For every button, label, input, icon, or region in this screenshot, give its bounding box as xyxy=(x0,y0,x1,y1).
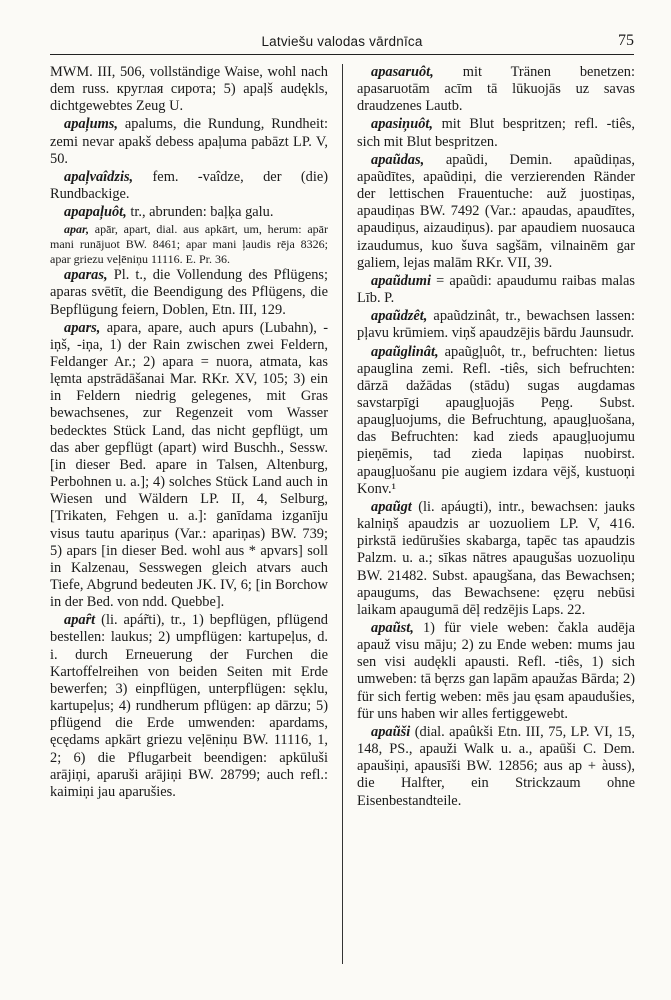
entry-definition: (li. apáugti), intr., bewachsen: jauks kalniņš apaudzis ar uozuoliem LP. V, 416. pirkstā iedūrušies skabarga, tapēc tas apaudzis Palzm. u. a.; sīkas nātres apaugušas uozuoliņu BW. 21482. Subst. apaugšana, das Bewachsen; apaugums, das Bewachsene: ęzęru nebūsi laikam apaugumā dēļ redzējis Laps. 22. xyxy=(357,498,635,618)
dictionary-entry xyxy=(50,267,328,318)
entry-definition: apaũgļuôt, tr., befruchten: lietus apauglina zemi. Refl. -tiês, sich befruchten: dārzā dažādas (stādu) sugas augdamas savstarpīgi apaugļuojās Peņg. Subst. apaugļuojums, die Befruchtung, apaugļuošana, das Befruchten: kad zieds apaugļuojumu pieņēmis, tad zieda lapiņas nuobirst. apaugļuošanu pie augiem izdara vējš, kustuoņi Konv.¹ xyxy=(357,343,635,497)
entry-definition: (dial. apaûkši Etn. III, 75, LP. VI, 15, 148, PS., apauži Walk u. a., apaūši C. Dem. apaušiņi, apausīši BW. 12856; aus ap + àuss), die Halfter, ein Strickzaum ohne Eisenbestandteile. xyxy=(357,723,635,809)
entry-headword: apaũglinât, xyxy=(371,343,439,360)
dictionary-entry xyxy=(357,620,635,723)
dictionary-entry xyxy=(357,499,635,619)
entry-headword: apaũdumi xyxy=(371,272,431,289)
dictionary-entry xyxy=(50,222,328,266)
dictionary-entry xyxy=(50,320,328,612)
left-column xyxy=(50,64,328,802)
entry-headword: apasiņuôt, xyxy=(371,116,433,133)
entry-headword: apaũgt xyxy=(371,498,412,515)
entry-definition: apara, apare, auch apurs (Lubahn), -iņš, -iņa, 1) der Rain zwischen zwei Feldern, Feldanger Ar.; 2) apara = nuora, atmata, kas lęmta apstrādāšanai Mar. RKr. XV, 105; 3) ein in Feldern niedrig gelegenes, mit Gras bewachsenes, zur Regenzeit vom Wasser bedecktes Stück Land, das nicht gepflügt, um das aber gepflügt (apart) wird Buschh., Sessw. [in dieser Bed. apare in Talsen, Altenburg, Perbohnen u. a.]; 4) solches Stück Land auch in Wiesen und Wäldern LP. II, 4, Selburg, [Trikaten, Fehgen u. a.]: ganīdama izganīju visus tautu apariņus (Var.: apariņas) BW. 739; 5) apars [in dieser Bed. wohl aus * apvars] soll in Kalzenau, Sesswegen gleich atvars auch Tiefe, Abgrund bedeuten JK. IV, 6; [in Borchow in der Bed. von ndd. Quebbe]. xyxy=(50,319,328,611)
entry-headword: apaũši xyxy=(371,723,411,740)
entry-headword: apasaruôt, xyxy=(371,64,434,80)
entry-definition: tr., abrunden: baļķa galu. xyxy=(126,204,274,221)
entry-definition: (li. apár̃ti), tr., 1) bepflügen, pflügend bestellen: laukus; 2) umpflügen: kartupeļus, d. i. durch Erneuerung der Furchen die Kartoffelreihen von beiden Seiten mit Erde bewerfen; 3) einpflügen, unterpflügen: sęklu, kartupeļus; 4) rundherum pflügen: ap dārzu; 5) pflügend die Erde umwenden: apardams, ęcędams apkārt griezu veļēniņu BW. 11116, 1, 2; 6) die Pflugarbeit beendigen: apkūluši arājiņi, aparuši arājiņi BW. 28799; auch refl.: kaimiņi jau aparušies. xyxy=(50,612,328,800)
entry-headword: apaũdzêt, xyxy=(371,308,428,325)
entry-definition: apaũdzinât, tr., bewachsen lassen: pļavu krūmiem. viņš apaudzējis bārdu Jaunsudr. xyxy=(357,308,635,342)
entry-headword: apar, xyxy=(64,222,90,237)
page-header xyxy=(50,30,634,60)
entry-definition: 1) für viele weben: čakla audēja apauž visu māju; 2) zu Ende weben: mums jau sen visi audękli apausti. Refl. -tiês, 1) sich umweben: tā bęrzs gan lapām apaužas Bārda; 2) für sich fertig weben: mēs jau ęsam apaudušies, für uns haben wir alles fertiggewebt. xyxy=(357,620,635,722)
header-rule xyxy=(50,54,634,55)
entry-definition: Pl. t., die Vollendung des Pflügens; aparas svētīt, die Beendigung des Pflügens, die Bepflügung feiern, Doblen, Etn. III, 129. xyxy=(50,267,328,318)
running-title: Latviešu valodas vārdnīca xyxy=(261,34,423,49)
entry-headword: apaũdas, xyxy=(371,151,425,168)
dictionary-entry xyxy=(357,724,635,810)
entry-definition: mit Blut bespritzen; refl. -tiês, sich mit Blut bespritzen. xyxy=(357,116,635,150)
dictionary-entry xyxy=(357,273,635,307)
entry-headword: apaļums, xyxy=(64,116,118,133)
column-divider xyxy=(342,64,343,964)
entry-headword: aparas, xyxy=(64,267,108,284)
entry-definition: mit Tränen benetzen: apasaruotām acīm tā lūkuojās uz savas draudzenes Lautb. xyxy=(357,64,635,115)
right-column xyxy=(357,64,635,811)
entry-definition: fem. -vaîdze, der (die) Rundbackige. xyxy=(50,168,328,203)
entry-definition: apaũdi, Demin. apaũdiņas, apaũdītes, apaũdiņi, die verzierenden Ränder der lettischen Frauentuche: auž juostiņas, apaudiņas BW. 7492 (Var.: apaudas, apaudītes, apaudiņus, aizaudiņus). par apaudiem nuosauca izaudumus, kuo šuva sagšām, vilnainēm gar galiem, lejas malām RKr. VII, 39. xyxy=(357,151,635,271)
dictionary-entry xyxy=(50,204,328,221)
entry-definition: apār, apart, dial. aus apkārt, um, herum: apār mani runājuot BW. 8461; apar mani ļaudis rēja 8326; apar griezu veļēniņu 11116. E. Pr. 36. xyxy=(50,222,328,266)
entry-headword: apaȓt xyxy=(64,612,96,629)
dictionary-entry xyxy=(357,308,635,342)
page-number: 75 xyxy=(618,32,634,49)
dictionary-entry xyxy=(357,152,635,272)
dictionary-entry xyxy=(357,344,635,498)
dictionary-entry xyxy=(50,612,328,801)
entry-definition: apalums, die Rundung, Rundheit: zemi nevar apakš debess apaļuma pabāzt LP. V, 50. xyxy=(50,116,328,167)
dictionary-entry xyxy=(50,116,328,167)
dictionary-entry xyxy=(50,169,328,203)
entry-headword: apaũst, xyxy=(371,620,414,636)
entry-headword: apars, xyxy=(64,319,101,336)
dictionary-entry xyxy=(50,64,328,115)
dictionary-entry xyxy=(357,64,635,115)
dictionary-entry xyxy=(357,116,635,150)
entry-definition: = apaũdi: apaudumu raibas malas Līb. P. xyxy=(357,272,635,307)
entry-headword: apaļvaîdzis, xyxy=(64,168,134,185)
entry-definition: MWM. III, 506, vollständige Waise, wohl nach dem russ. круглая сирота; 5) apaļš audękls, dichtgewebtes Zeug U. xyxy=(50,64,328,115)
entry-headword: apapaļuôt, xyxy=(64,204,127,221)
